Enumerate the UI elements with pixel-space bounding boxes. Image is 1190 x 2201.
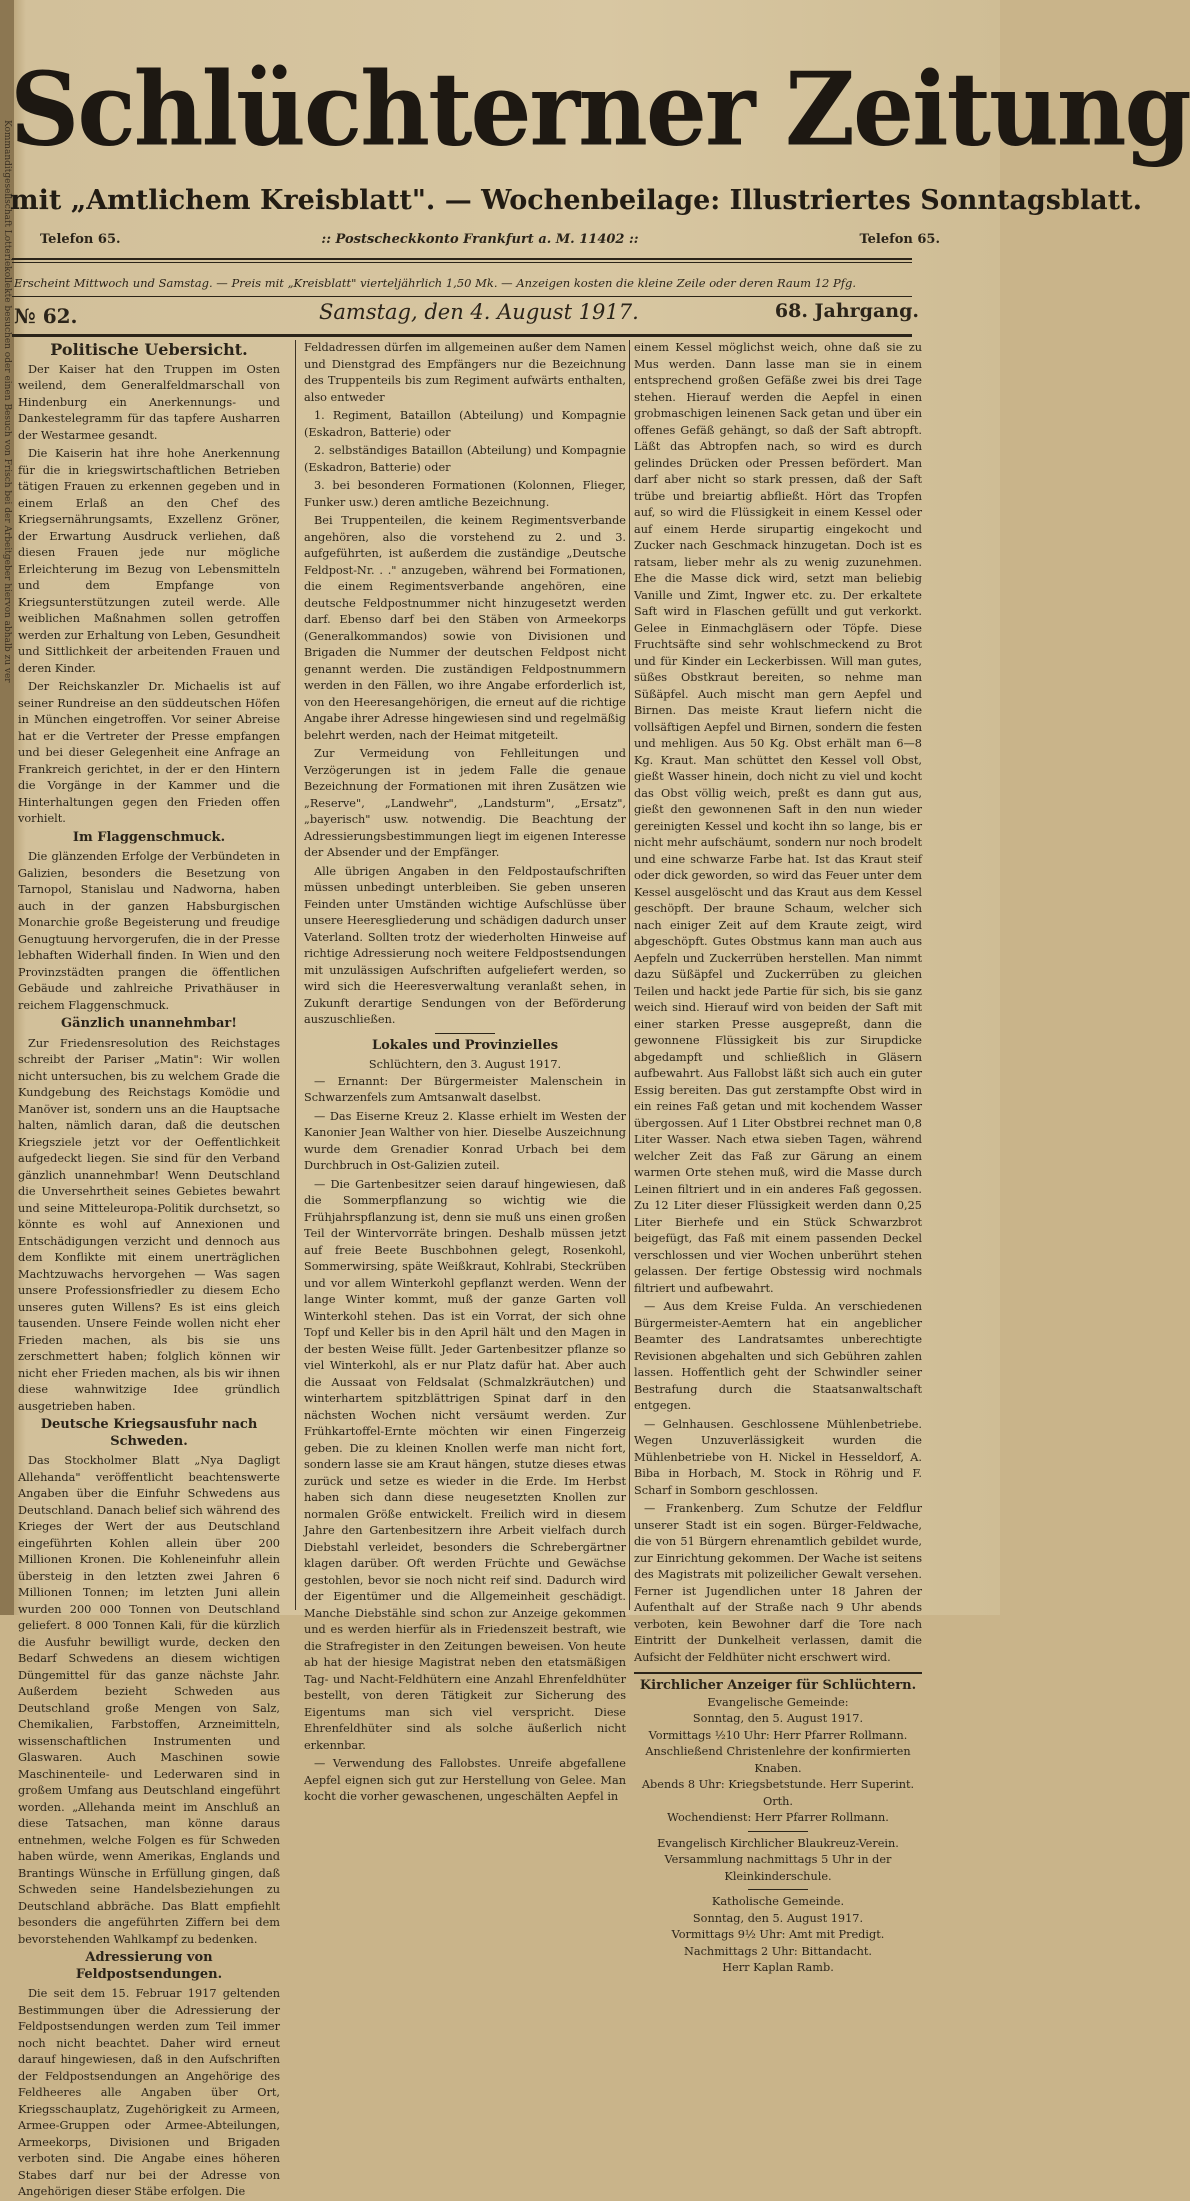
article-paragraph: Die glänzenden Erfolge der Verbündeten in Galizien, besonders die Besetzung von Tarnopol, Stanislau und Nadworna, haben auch in der ganzen Habsburgischen Monarchie große Begeisterung und freudige Genugtuung hervorgerufen, die in der Presse lebhaften Widerhall finden. In Wien und den Provinzstädten prangen die öffentlichen Gebäude und zahlreiche Privathäuser in reichem Flaggenschmuck.	[18, 850, 280, 1012]
church-notice-line: Nachmittags 2 Uhr: Bittandacht.	[683, 1944, 873, 1958]
column-2	[304, 340, 626, 1803]
article-paragraph: Das Stockholmer Blatt „Nya Dagligt Allehanda" veröffentlicht beachtenswerte Angaben über die Einfuhr Schwedens aus Deutschland. Danach belief sich während des Krieges der Wert der aus Deutschland eingeführten Kohlen allein über 200 Millionen Kronen. Die Kohleneinfuhr allein übersteig in den letzten zwei Jahren 6 Millionen Tonnen; im letzten Juni allein wurden 200 000 Tonnen von Deutschland geliefert. 8 000 Tonnen Kali, für die kürzlich die Ausfuhr bewilligt wurde, decken den Bedarf Schwedens an diesem wichtigen Düngemittel für das ganze nächste Jahr. Außerdem bezieht Schweden aus Deutschland große Mengen von Salz, Chemikalien, Farbstoffen, Arzneimitteln, wissenschaftlichen Instrumenten und Glaswaren. Auch Maschinen sowie Maschinenteile- und Lederwaren sind in großem Umfang aus Deutschland eingeführt worden. „Allehanda meint im Anschluß an diese Tatsachen, man könne daraus entnehmen, welche Folgen es für Schweden haben würde, wenn Amerikas, Englands und Brantings Wünsche in Erfüllung gingen, daß Schweden seine Handelsbeziehungen zu Deutschland abbräche. Das Blatt empfiehlt besonders die angeführten Ziffern bei dem bevorstehenden Wahlkampf zu bedenken.	[18, 1454, 280, 1946]
article-paragraph: — Die Gartenbesitzer seien darauf hingewiesen, daß die Sommerpflanzung so wichtig wie die Frühjahrspflanzung ist, denn sie muß uns einen großen Teil der Wintervorräte bringen. Deshalb müssen jetzt auf freie Beete Buschbohnen gelegt, Rosenkohl, Sommerwirsing, späte Weißkraut, Kohlrabi, Steckrüben und vor allem Winterkohl gepflanzt werden. Wenn der lange Winter kommt, muß der ganze Garten voll Winterkohl stehen. Das ist ein Vorrat, der sich ohne Topf und Keller bis in den April hält und den Magen in der besten Weise füllt. Jeder Gartenbesitzer pflanze so viel Winterkohl, als er nur Platz dafür hat. Aber auch die Aussaat von Feldsalat (Schmalzkräutchen) und winterhartem spitzblättrigen Spinat darf in den nächsten Wochen nicht versäumt werden. Zur Frühkartoffel-Ernte möchten wir einen Fingerzeig geben. Die zu kleinen Knollen werfe man nicht fort, sondern lasse sie am Kraut hängen, stutze dieses etwas zurück und setze es wieder in die Erde. Im Herbst haben sich dann diese neugesetzten Knollen zur normalen Größe entwickelt. Freilich wird in diesem Jahre den Gartenbesitzern ihre Arbeit vielfach durch Diebstahl verleidet, besonders die Schrebergärtner klagen darüber. Oft werden Früchte und Gewächse gestohlen, bevor sie noch nicht reif sind. Dadurch wird der Eigentümer und die Allgemeinheit geschädigt. Manche Diebstähle sind schon zur Anzeige gekommen und es werden hierfür als in Friedenszeit bestraft, wie die Strafregister in den Zeitungen beweisen. Von heute ab hat der hiesige Magistrat neben den etatsmäßigen Tag- und Nacht-Feldhütern eine Anzahl Ehrenfeldhüter bestellt, von deren Tätigkeit zur Sicherung des Eigentums man sich viel verspricht. Diese Ehrenfeldhüter sind als solche äußerlich nicht erkennbar.	[304, 1177, 626, 1752]
church-notice-line: Evangelische Gemeinde:	[707, 1695, 849, 1709]
article-paragraph: einem Kessel möglichst weich, ohne daß sie zu Mus werden. Dann lasse man sie in einem entsprechend großen Gefäße zwei bis drei Tage stehen. Hierauf werden die Aepfel in einen grobmaschigen leinenen Sack getan und über ein offenes Gefäß gehängt, so daß der Saft abtropft. Läßt das Abtropfen nach, so wird es durch gelindes Drücken oder Pressen befördert. Man darf aber nicht so stark pressen, daß der Saft trübe und breiartig abfließt. Hört das Tropfen auf, so wird die Flüssigkeit in einem Kessel oder auf einem Herde sirupartig eingekocht und Zucker nach Geschmack hinzugetan. Doch ist es ratsam, lieber mehr als zu wenig zuzunehmen. Ehe die Masse dick wird, setzt man beliebig Vanille und Zimt, Ingwer etc. zu. Der erkaltete Saft wird in Flaschen gefüllt und gut verkorkt. Gelee in Einmachgläsern oder Töpfe. Diese Fruchtsäfte sind sehr wohlschmeckend zu Brot und für Kinder ein Leckerbissen. Will man gutes, süßes Obstkraut bereiten, so nehme man Süßäpfel. Auch mischt man gern Aepfel und Birnen. Das meiste Kraut liefern nicht die vollsäftigen Aepfel und Birnen, sondern die festen und mehligen. Aus 50 Kg. Obst erhält man 6—8 Kg. Kraut. Man schüttet den Kessel voll Obst, gießt Wasser hinein, doch nicht zu viel und kocht das Obst völlig weich, preßt es dann gut aus, gießt den gewonnenen Saft in den nun wieder gereinigten Kessel und kocht ihn so lange, bis er nicht mehr aufschäumt, sondern nur noch brodelt und eine schwarze Farbe hat. Ist das Kraut steif oder dick geworden, so wird das Feuer unter dem Kessel ausgelöscht und das Kraut aus dem Kessel geschöpft. Der braune Schaum, welcher sich nach einiger Zeit auf dem Kraute zeigt, wird abgeschöpft. Gutes Obstmus kann man auch aus Aepfeln und Zuckerrüben herstellen. Man nimmt dazu Süßäpfel und Zuckerrüben zu gleichen Teilen und hackt jede Partie für sich, bis sie ganz weich sind. Hierauf wird von beiden der Saft mit einer starken Presse ausgepreßt, dann die gewonnene Flüssigkeit bis zur Sirupdicke abgedampft und schließlich in Gläsern aufbewahrt. Aus Fallobst läßt sich auch ein guter Essig bereiten. Das gut zerstampfte Obst wird in ein reines Faß getan und mit kochendem Wasser übergossen. Auf 1 Liter Obstbrei rechnet man 0,8 Liter Wasser. Nach etwa sieben Tagen, während welcher Zeit das Faß zur Gärung an einem warmen Orte stehen muß, wird die Masse durch Leinen filtriert und in ein anderes Faß gegossen. Zu 12 Liter dieser Flüssigkeit werden dann 0,25 Liter Bierhefe und ein Stück Schwarzbrot beigefügt, das Faß mit einem passenden Deckel verschlossen und vier Wochen unberührt stehen gelassen. Der fertige Obstessig wird nochmals filtriert und aufbewahrt.	[634, 341, 922, 1295]
article-paragraph: Zur Vermeidung von Fehlleitungen und Verzögerungen ist in jedem Falle die genaue Bezeichnung der Formationen mit ihren Zusätzen wie „Reserve", „Landwehr", „Landsturm", „Ersatz", „bayerisch" usw. notwendig. Die Beachtung der Adressierungsbestimmungen liegt im eigenen Interesse der Absender und der Empfänger.	[304, 747, 626, 859]
church-notice-line: Herr Kaplan Ramb.	[722, 1961, 834, 1974]
church-notice-line: Abends 8 Uhr: Kriegsbetstunde. Herr Superint. Orth.	[641, 1778, 915, 1808]
date-row	[14, 300, 919, 336]
article-heading: Deutsche Kriegsausfuhr nach Schweden.	[40, 1417, 258, 1449]
article-paragraph: — Verwendung des Fallobstes. Unreife abgefallene Aepfel eignen sich gut zur Herstellung von Gelee. Man kocht die vorher gewaschenen, ungeschälten Aepfel in	[304, 1757, 626, 1803]
article-paragraph: — Aus dem Kreise Fulda. An verschiedenen Bürgermeister-Aemtern hat ein angeblicher Beamter des Landratsamtes unberechtigte Revisionen abgehalten und sich Gebühren zahlen lassen. Hoffentlich geht der Schwindler seiner Bestrafung durch die Staatsanwaltschaft entgegen.	[634, 1300, 922, 1412]
divider	[435, 1033, 495, 1034]
church-notice-line: Sonntag, den 5. August 1917.	[692, 1712, 864, 1725]
list-item: 1. Regiment, Bataillon (Abteilung) und Kompagnie (Eskadron, Batterie) oder	[304, 409, 626, 439]
church-notice-line: Evangelisch Kirchlicher Blaukreuz-Verein.	[657, 1836, 899, 1850]
header-rule-top-thin	[12, 262, 912, 263]
column-separator	[629, 340, 630, 1610]
article-paragraph: — Frankenberg. Zum Schutze der Feldflur unserer Stadt ist ein sogen. Bürger-Feldwache, die von 51 Bürgern ehrenamtlich gebildet wurde, zur Einrichtung gekommen. Der Wache ist seitens des Magistrats mit polizeilicher Gewalt versehen. Ferner ist Jugendlichen unter 18 Jahren der Aufenthalt auf der Straße nach 9 Uhr abends verboten, kein Bewohner darf die Tore nach Eintritt der Dunkelheit verlassen, damit die Aufsicht der Feldhüter nicht erschwert wird.	[634, 1502, 922, 1664]
article-paragraph: Alle übrigen Angaben in den Feldpostaufschriften müssen unbedingt unterbleiben. Sie geben unseren Feinden unter Umständen wichtige Aufschlüsse über unsere Heeresgliederung und schädigen dadurch unser Vaterland. Sollten trotz der wiederholten Hinweise auf richtige Adressierung noch weitere Feldpostsendungen mit unzulässigen Aufschriften aufgeliefert werden, so wird sich die Heeresverwaltung veranlaßt sehen, in Zukunft derartige Sendungen von der Beförderung auszuschließen.	[304, 864, 626, 1026]
church-notice-line: Vormittags ½10 Uhr: Herr Pfarrer Rollmann.	[648, 1728, 908, 1742]
article-paragraph: — Das Eiserne Kreuz 2. Klasse erhielt im Westen der Kanonier Jean Walther von hier. Dieselbe Auszeichnung wurde dem Grenadier Konrad Urbach bei dem Durchbruch in Ost-Galizien zuteil.	[304, 1109, 626, 1172]
publication-info: Erscheint Mittwoch und Samstag. — Preis mit „Kreisblatt" vierteljährlich 1,50 Mk. — Anzeigen kosten die kleine Zeile oder deren Raum 12 Pfg.	[14, 276, 857, 290]
article-paragraph: — Ernannt: Der Bürgermeister Malenschein in Schwarzenfels zum Amtsanwalt daselbst.	[304, 1074, 626, 1104]
section-heading: Lokales und Provinzielles	[371, 1037, 559, 1053]
dateline: Schlüchtern, den 3. August 1917.	[368, 1058, 562, 1071]
article-paragraph: Der Reichskanzler Dr. Michaelis ist auf seiner Rundreise an den süddeutschen Höfen in München eingetroffen. Vor seiner Abreise hat er die Vertreter der Presse empfangen und bei dieser Gelegenheit eine Anfrage an Frankreich gerichtet, in der er den Hintern die Vorgänge in der Kammer und die Hinterhaltungen gegen den Frieden offen vorhielt.	[18, 680, 280, 825]
article-paragraph: Der Kaiser hat den Truppen im Osten weilend, dem Generalfeldmarschall von Hindenburg ein Anerkennungs- und Dankestelegramm für das tapfere Ausharren der Westarmee gesandt.	[18, 362, 280, 442]
masthead-title: Schlüchterner Zeitung	[10, 50, 1190, 169]
telephone-row	[40, 232, 940, 254]
church-notice-line: Sonntag, den 5. August 1917.	[692, 1911, 864, 1925]
issue-date: Samstag, den 4. August 1917.	[319, 300, 639, 324]
church-notice-heading: Kirchlicher Anzeiger für Schlüchtern.	[634, 1672, 922, 1695]
divider	[748, 1831, 808, 1832]
column-separator	[295, 340, 296, 1610]
column-3	[634, 340, 922, 1974]
article-paragraph: Zur Friedensresolution des Reichstages schreibt der Pariser „Matin": Wir wollen nicht untersuchen, bis zu welchem Grade die Kundgebung des Reichstags Komödie und Manöver ist, sondern uns an die Hauptsache halten, nämlich daran, daß die deutschen Kriegsziele jetzt vor der Oeffentlichkeit aufgedeckt liegen. Sie sind für den Verband gänzlich unannehmbar! Wenn Deutschland die Unversehrtheit seines Gebietes bewahrt und seine Mitteleuropa-Politik durchsetzt, so könnte es wohl auf Annexionen und Entschädigungen verzicht und dennoch aus dem Konflikte mit einem unerträglichen Machtzuwachs hervorgehen — Was sagen unsere Professionsfriedler zu diesem Echo unseres guten Willens? Es ist eins gleich tausenden. Unsere Feinde wollen nicht eher Frieden machen, als bis sie uns zerschmettert haben; folglich können wir nicht eher Frieden machen, als bis wir ihnen diese wahnwitzige Idee gründlich ausgetrieben haben.	[18, 1036, 280, 1413]
margin-text: Kommanditgesellschaft Lotteriekollekte besuchen oder einen Besuch von Frisch bei der Arbeitgeber hiervon abhalb zu ver	[2, 120, 12, 683]
telephone-right: Telefon 65.	[859, 232, 940, 247]
column-1	[18, 340, 280, 2198]
church-notice-line: Katholische Gemeinde.	[711, 1895, 845, 1908]
postscheck-account: :: Postscheckkonto Frankfurt a. M. 11402 ::	[321, 232, 639, 247]
header-rule-top	[12, 258, 912, 260]
header-rule-bottom	[12, 334, 912, 337]
list-item: 2. selbständiges Bataillon (Abteilung) und Kompagnie (Eskadron, Batterie) oder	[304, 444, 626, 474]
article-paragraph: Feldadressen dürfen im allgemeinen außer dem Namen und Dienstgrad des Empfängers nur die Bezeichnung des Truppenteils bis zum Regiment aufwärts enthalten, also entweder	[304, 341, 626, 404]
header-rule-mid	[12, 296, 912, 297]
church-notice-line: Versammlung nachmittags 5 Uhr in der Kleinkinderschule.	[664, 1853, 892, 1883]
article-heading: Adressierung von Feldpostsendungen.	[75, 1950, 223, 1982]
article-paragraph: Die Kaiserin hat ihre hohe Anerkennung für die in kriegswirtschaftlichen Betrieben tätigen Frauen zu erkennen gegeben und in einem Erlaß an den Chef des Kriegsernährungsamts, Exzellenz Gröner, der Erwartung Ausdruck verliehen, daß diesen Frauen jede nur mögliche Erleichterung im Bezug von Lebensmitteln und dem Empfange von Kriegsunterstützungen zuteil werde. Alle weiblichen Maßnahmen sollen getroffen werden zur Erhaltung von Leben, Gesundheit und Sittlichkeit der arbeitenden Frauen und deren Kinder.	[18, 447, 280, 675]
divider	[748, 1889, 808, 1890]
church-notice-line: Wochendienst: Herr Pfarrer Rollmann.	[667, 1811, 889, 1824]
article-heading: Politische Uebersicht.	[50, 340, 248, 359]
church-notice-line: Anschließend Christenlehre der konfirmierten Knaben.	[645, 1745, 911, 1775]
article-paragraph: Die seit dem 15. Februar 1917 geltenden Bestimmungen über die Adressierung der Feldpostsendungen werden zum Teil immer noch nicht beachtet. Daher wird erneut darauf hingewiesen, daß in den Aufschriften der Feldpostsendungen an Angehörige des Feldheeres alle Angaben über Ort, Kriegsschauplatz, Zugehörigkeit zu Armeen, Armee-Gruppen oder Armee-Abteilungen, Armeekorps, Divisionen und Brigaden verboten sind. Die Angabe eines höheren Stabes darf nur bei der Adresse von Angehörigen dieser Stäbe erfolgen. Die	[18, 1987, 280, 2198]
article-paragraph: — Gelnhausen. Geschlossene Mühlenbetriebe. Wegen Unzuverlässigkeit wurden die Mühlenbetriebe von H. Nickel in Hesseldorf, A. Biba in Horbach, M. Stock in Röhrig und F. Scharf in Somborn geschlossen.	[634, 1417, 922, 1497]
church-notice-line: Vormittags 9½ Uhr: Amt mit Predigt.	[671, 1928, 885, 1941]
article-paragraph: Bei Truppenteilen, die keinem Regimentsverbande angehören, also die vorstehend zu 2. und 3. aufgeführten, ist außerdem die zuständige „Deutsche Feldpost-Nr. . ." anzugeben, während bei Formationen, die einem Regimentsverbande angehören, eine deutsche Feldpostnummer nicht hinzugesetzt werden darf. Ebenso darf bei den Stäben von Armeekorps (Generalkommandos) sowie von Divisionen und Brigaden die Nummer der deutschen Feldpost nicht genannt werden. Die zuständigen Feldpostnummern werden in den Fällen, wo ihre Angabe erforderlich ist, von den Heeresangehörigen, die erneut auf die richtige Angabe ihrer Adresse hingewiesen sind und regelmäßig belehrt werden, nach der Heimat mitgeteilt.	[304, 514, 626, 742]
issue-number: № 62.	[14, 304, 78, 328]
telephone-left: Telefon 65.	[40, 232, 121, 247]
volume-year: 68. Jahrgang.	[774, 300, 919, 322]
list-item: 3. bei besonderen Formationen (Kolonnen, Flieger, Funker usw.) deren amtliche Bezeichnung.	[304, 479, 626, 509]
article-heading: Im Flaggenschmuck.	[72, 829, 226, 845]
article-heading: Gänzlich unannehmbar!	[61, 1016, 237, 1031]
masthead-subtitle: mit „Amtlichem Kreisblatt". — Wochenbeilage: Illustriertes Sonntagsblatt.	[10, 185, 1142, 216]
